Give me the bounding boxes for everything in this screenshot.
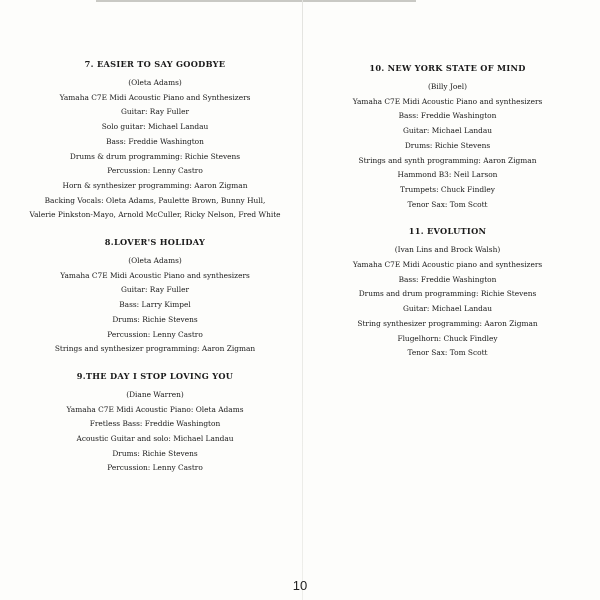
credit-line: Acoustic Guitar and solo: Michael Landau bbox=[76, 434, 234, 444]
credit-line: Bass: Freddie Washington bbox=[398, 111, 497, 121]
credit-line: Bass: Larry Kimpel bbox=[119, 300, 191, 310]
credit-line: Bass: Freddie Washington bbox=[398, 274, 497, 284]
top-edge-rule bbox=[96, 0, 416, 2]
credit-line: Tenor Sax: Tom Scott bbox=[407, 348, 488, 358]
credit-line: Trumpets: Chuck Findley bbox=[400, 184, 495, 194]
track-credits bbox=[10, 58, 300, 223]
track-title: 8.LOVER'S HOLIDAY bbox=[104, 237, 206, 248]
credit-line: Guitar: Michael Landau bbox=[402, 126, 493, 136]
track-credits bbox=[10, 370, 300, 476]
credit-line: Solo guitar: Michael Landau bbox=[101, 122, 209, 132]
right-credits-column bbox=[305, 62, 590, 361]
credit-line: Drums and drum programming: Richie Stevens bbox=[358, 289, 537, 299]
track-title: 10. NEW YORK STATE OF MIND bbox=[369, 63, 526, 73]
credit-line: Yamaha C7E Midi Acoustic piano and synthesizers bbox=[352, 260, 543, 270]
credit-line: Yamaha C7E Midi Acoustic Piano and synthesizers bbox=[60, 270, 250, 280]
track-credits bbox=[10, 236, 300, 357]
credit-line: Percussion: Lenny Castro bbox=[107, 329, 203, 339]
track-credits bbox=[305, 62, 590, 212]
credit-line: String synthesizer programming: Aaron Zigman bbox=[357, 318, 538, 328]
credit-line: Drums & drum programming: Richie Stevens bbox=[69, 151, 241, 161]
track-title: 7. EASIER TO SAY GOODBYE bbox=[84, 59, 226, 69]
track-credits bbox=[305, 225, 590, 361]
songwriter: (Ivan Lins and Brock Walsh) bbox=[394, 245, 501, 255]
songwriter: (Oleta Adams) bbox=[128, 78, 182, 87]
credit-line: Percussion: Lenny Castro bbox=[107, 463, 203, 473]
credit-line: Yamaha C7E Midi Acoustic Piano and synthesizers bbox=[352, 96, 543, 106]
credit-line: Guitar: Michael Landau bbox=[402, 304, 493, 314]
page-number: 10 bbox=[292, 578, 308, 593]
credit-line: Strings and synthesizer programming: Aaron Zigman bbox=[54, 344, 256, 354]
credit-line: Guitar: Ray Fuller bbox=[121, 285, 189, 295]
credit-line: Flugelhorn: Chuck Findley bbox=[397, 333, 498, 343]
credit-line: Backing Vocals: Oleta Adams, Paulette Brown, Bunny Hull, bbox=[44, 195, 266, 205]
credit-line: Drums: Richie Stevens bbox=[112, 448, 198, 458]
credit-line: Hammond B3: Neil Larson bbox=[397, 170, 498, 180]
songwriter: (Billy Joel) bbox=[428, 82, 467, 91]
track-title: 11. EVOLUTION bbox=[408, 226, 487, 237]
center-fold bbox=[302, 0, 303, 600]
credit-line: Guitar: Ray Fuller bbox=[121, 107, 189, 117]
credit-line: Yamaha C7E Midi Acoustic Piano: Oleta Adams bbox=[66, 404, 244, 414]
track-title: 9.THE DAY I STOP LOVING YOU bbox=[76, 370, 234, 381]
credit-line: Bass: Freddie Washington bbox=[106, 136, 204, 146]
credit-line: Tenor Sax: Tom Scott bbox=[407, 199, 488, 209]
credit-line: Drums: Richie Stevens bbox=[404, 140, 491, 150]
credit-line: Strings and synth programming: Aaron Zigman bbox=[358, 155, 537, 165]
credit-line: Fretless Bass: Freddie Washington bbox=[89, 419, 221, 429]
songwriter: (Oleta Adams) bbox=[128, 256, 182, 266]
credit-line: Valerie Pinkston-Mayo, Arnold McCuller, Ricky Nelson, Fred White bbox=[29, 210, 281, 220]
credit-line: Drums: Richie Stevens bbox=[112, 314, 198, 324]
credit-line: Percussion: Lenny Castro bbox=[107, 166, 203, 176]
songwriter: (Diane Warren) bbox=[126, 389, 184, 399]
left-credits-column bbox=[10, 58, 300, 476]
credit-line: Yamaha C7E Midi Acoustic Piano and Synthesizers bbox=[59, 92, 251, 102]
credit-line: Horn & synthesizer programming: Aaron Zigman bbox=[62, 180, 248, 190]
